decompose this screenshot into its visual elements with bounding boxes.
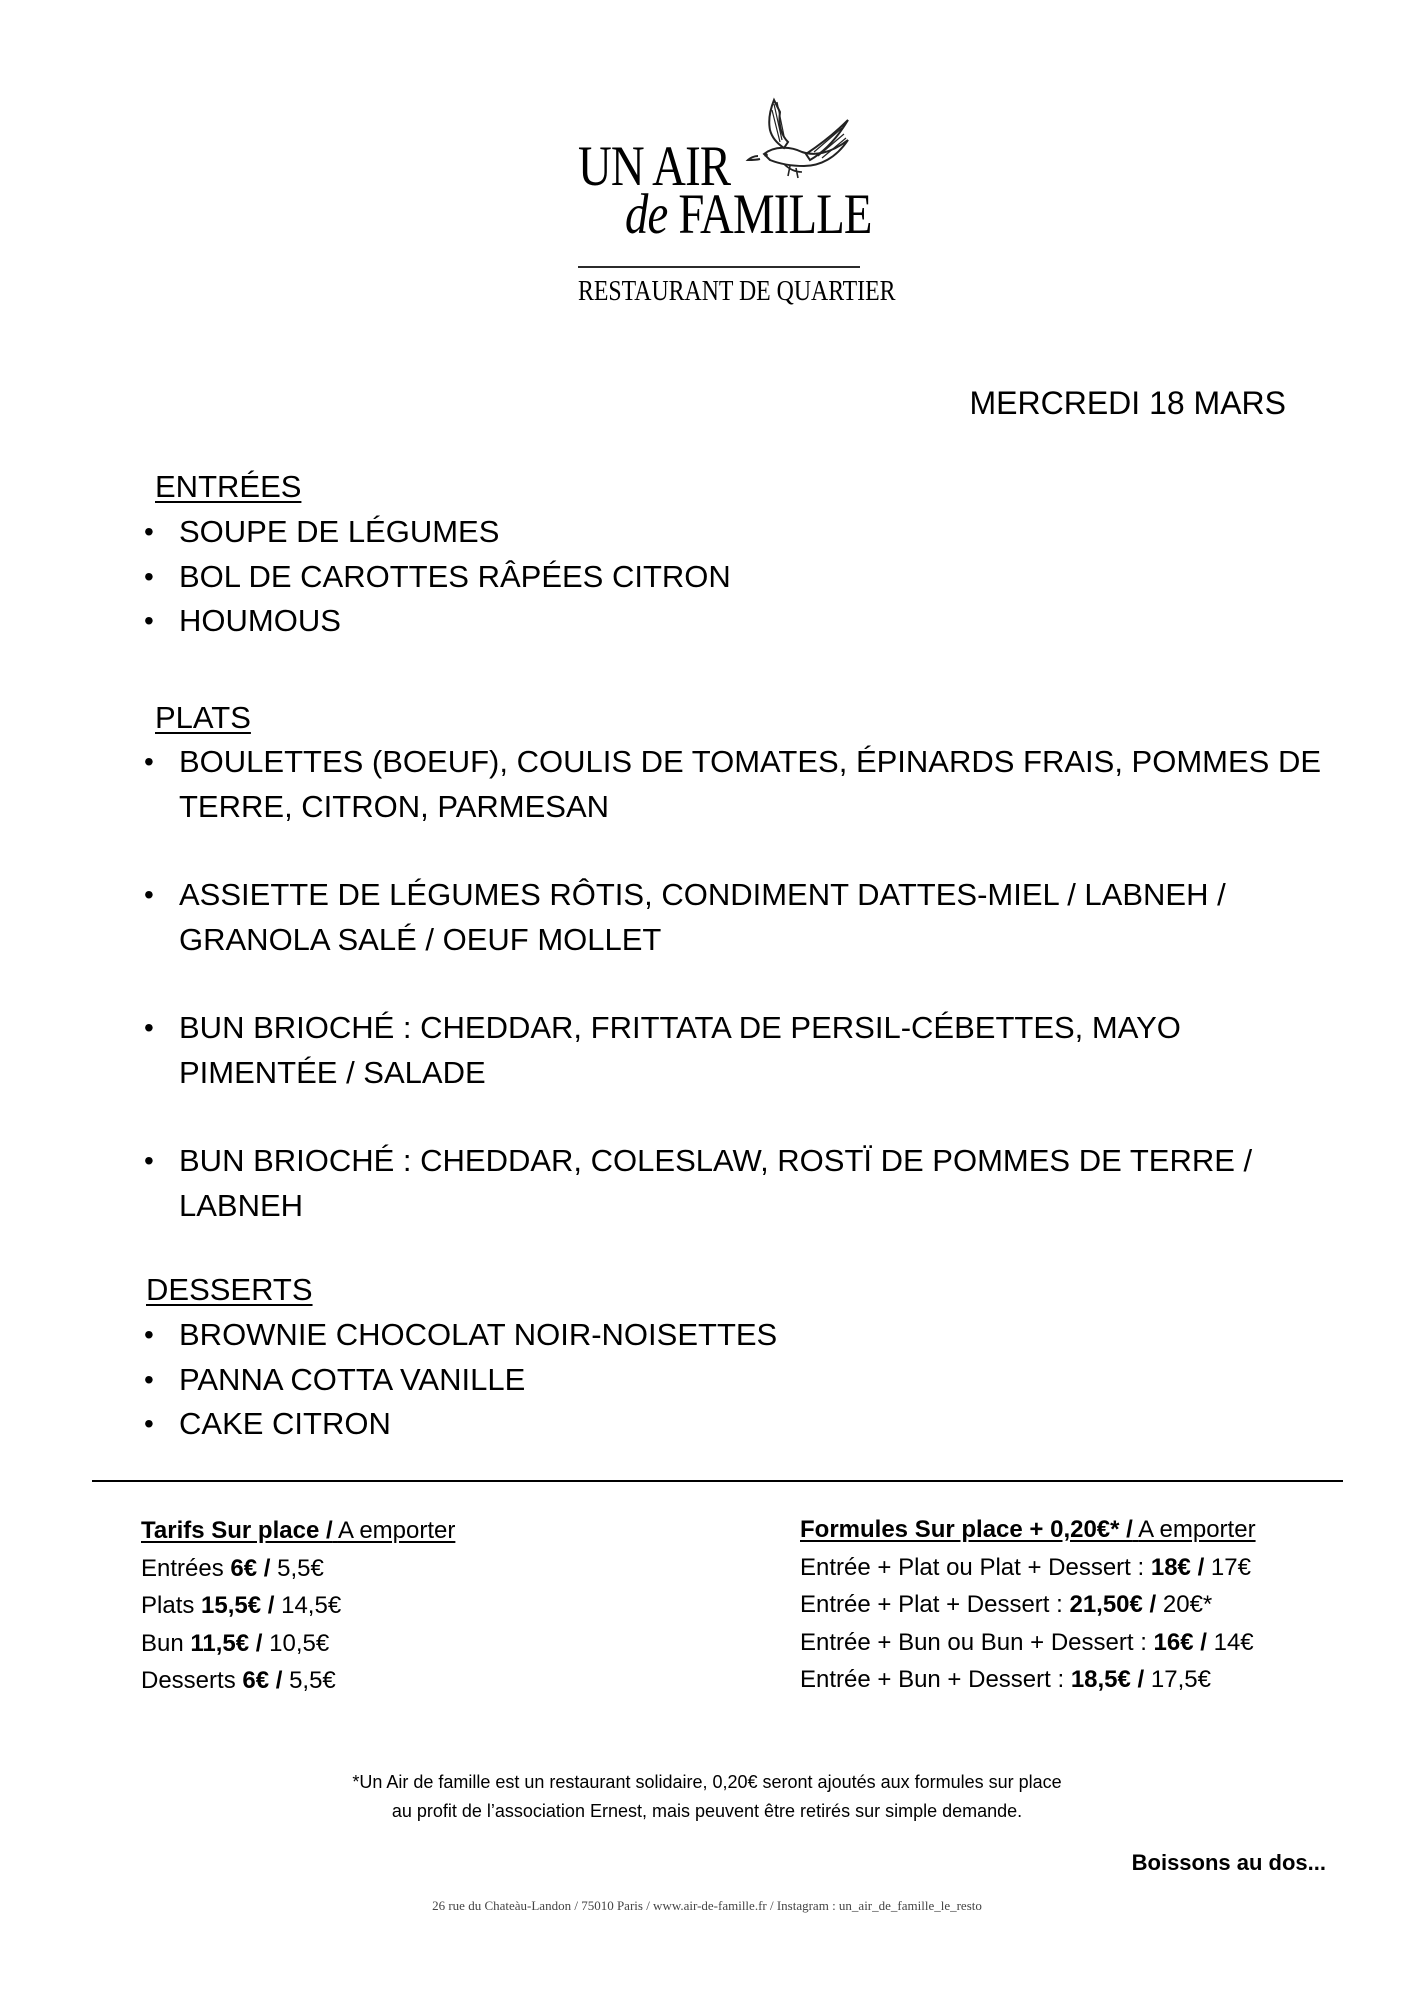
- table-row: Entrée + Plat ou Plat + Dessert : 18€ / 17€: [800, 1553, 1251, 1581]
- list-item: • SOUPE DE LÉGUMES: [144, 510, 731, 555]
- logo-line-1: UN AIR: [578, 135, 731, 198]
- logo-line-2: de FAMILLE: [625, 183, 872, 246]
- table-row: Desserts 6€ / 5,5€: [141, 1667, 336, 1694]
- footer-address: 26 rue du Chateàu-Landon / 75010 Paris / www.air-de-famille.fr / Instagram : un_air_de_famille_le_resto: [432, 1898, 982, 1913]
- tarifs-table: [141, 1512, 455, 1700]
- list-item: • ASSIETTE DE LÉGUMES RÔTIS, CONDIMENT DATTES-MIEL / LABNEH / GRANOLA SALÉ / OEUF MOLLET: [144, 873, 1329, 962]
- section-divider: [92, 1480, 1343, 1482]
- table-row: Entrées 6€ / 5,5€: [141, 1554, 324, 1582]
- note-line-2: au profit de l’association Ernest, mais peuvent être retirés sur simple demande.: [391, 1801, 1023, 1821]
- menu-date: MERCREDI 18 MARS: [969, 385, 1286, 421]
- list-item: • BUN BRIOCHÉ : CHEDDAR, COLESLAW, ROSTÏ DE POMMES DE TERRE / LABNEH: [144, 1139, 1329, 1228]
- table-row: Bun 11,5€ / 10,5€: [141, 1629, 330, 1657]
- desserts-list: [144, 1313, 777, 1447]
- list-item: • PANNA COTTA VANILLE: [144, 1358, 777, 1403]
- swallow-bird-icon: [744, 96, 854, 181]
- table-row: Entrée + Bun ou Bun + Dessert : 16€ / 14€: [800, 1628, 1254, 1656]
- table-row: Plats 15,5€ / 14,5€: [141, 1592, 342, 1619]
- formules-title: Formules Sur place + 0,20€* / A emporter: [800, 1516, 1256, 1543]
- list-item: • BROWNIE CHOCOLAT NOIR-NOISETTES: [144, 1313, 777, 1358]
- note-line-1: *Un Air de famille est un restaurant solidaire, 0,20€ seront ajoutés aux formules sur place: [352, 1772, 1062, 1792]
- solidarity-note: [0, 1768, 1414, 1826]
- plats-heading: PLATS: [155, 700, 251, 735]
- list-item: • CAKE CITRON: [144, 1402, 777, 1447]
- list-item: • BUN BRIOCHÉ : CHEDDAR, FRITTATA DE PERSIL-CÉBETTES, MAYO PIMENTÉE / SALADE: [144, 1006, 1329, 1095]
- drinks-on-back-note: Boissons au dos...: [1131, 1850, 1326, 1875]
- desserts-heading: DESSERTS: [146, 1272, 313, 1307]
- tarifs-title: Tarifs Sur place / A emporter: [141, 1517, 456, 1544]
- plats-list: [144, 740, 1329, 1272]
- list-item: • BOL DE CAROTTES RÂPÉES CITRON: [144, 555, 731, 600]
- table-row: Entrée + Plat + Dessert : 21,50€ / 20€*: [800, 1591, 1213, 1618]
- logo-subtitle: RESTAURANT DE QUARTIER: [578, 276, 896, 307]
- list-item: • HOUMOUS: [144, 599, 731, 644]
- logo-divider: [578, 266, 860, 268]
- entrees-heading: ENTRÉES: [155, 469, 302, 504]
- formules-table: [800, 1511, 1256, 1699]
- entrees-list: [144, 510, 731, 644]
- list-item: • BOULETTES (BOEUF), COULIS DE TOMATES, ÉPINARDS FRAIS, POMMES DE TERRE, CITRON, PARMESAN: [144, 740, 1329, 829]
- restaurant-logo: [570, 96, 900, 311]
- table-row: Entrée + Bun + Dessert : 18,5€ / 17,5€: [800, 1666, 1211, 1693]
